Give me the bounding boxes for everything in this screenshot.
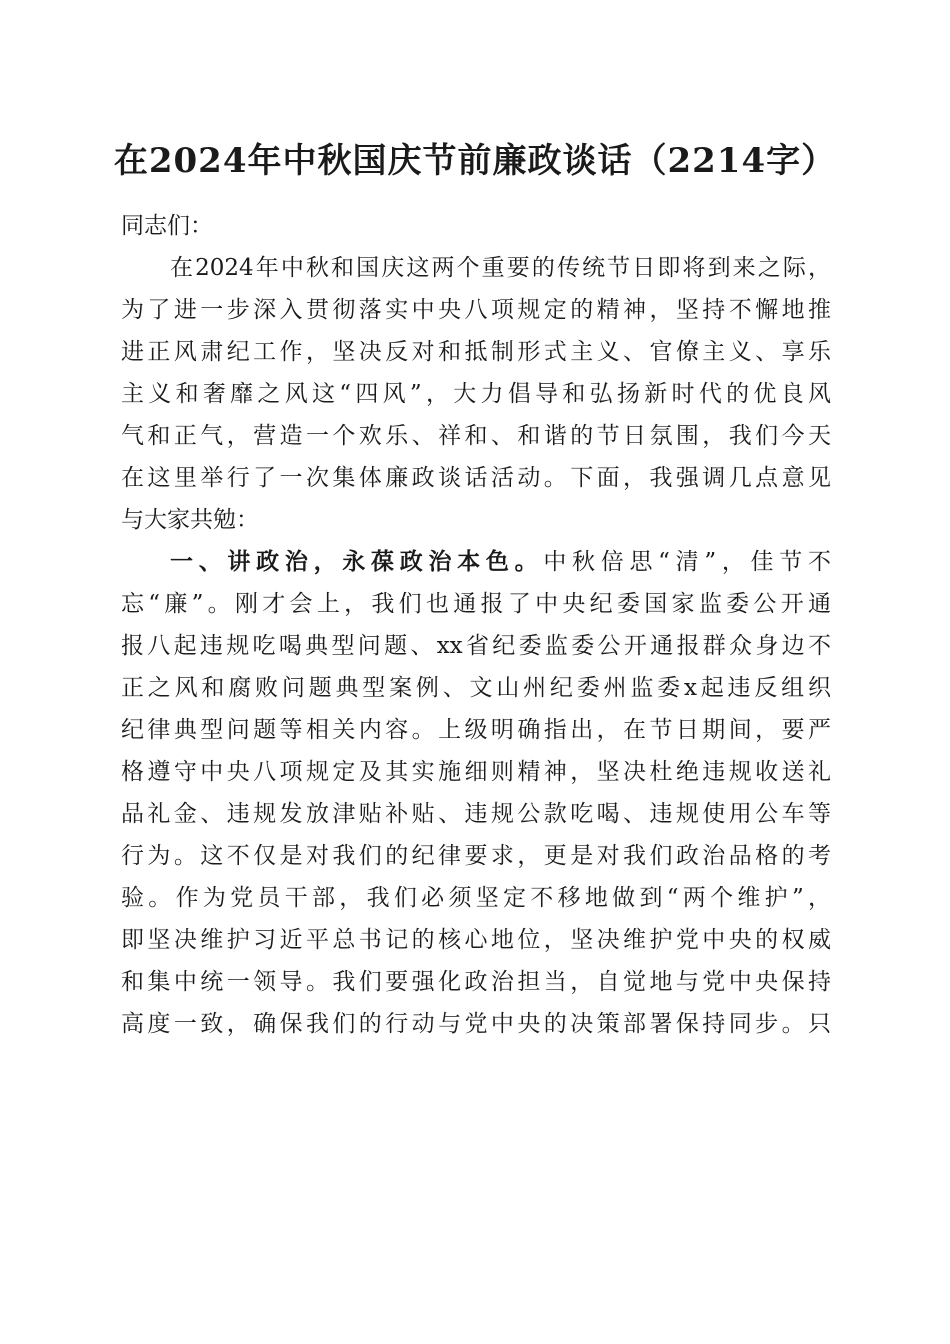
paragraph-line: 报八起违规吃喝典型问题、xx省纪委监委公开通报群众身边不 xyxy=(121,633,831,659)
paragraph-line: 为了进一步深入贯彻落实中央八项规定的精神，坚持不懈地推 xyxy=(121,297,831,323)
paragraph-line: 高度一致，确保我们的行动与党中央的决策部署保持同步。只 xyxy=(121,1011,831,1037)
paragraph-line: 主义和奢靡之风这“四风”，大力倡导和弘扬新时代的优良风 xyxy=(121,381,831,407)
section-politics xyxy=(121,541,831,1045)
document-body xyxy=(121,205,831,1045)
section-first-line-rest: 中秋倍思“清”，佳节不 xyxy=(543,549,831,575)
paragraph-line: 正之风和腐败问题典型案例、文山州纪委州监委x起违反组织 xyxy=(121,675,831,701)
paragraph-line: 忘“廉”。刚才会上，我们也通报了中央纪委国家监委公开通 xyxy=(121,591,831,617)
paragraph-intro xyxy=(121,247,831,541)
paragraph-line: 即坚决维护习近平总书记的核心地位，坚决维护党中央的权威 xyxy=(121,927,831,953)
paragraph-line: 与大家共勉： xyxy=(121,507,259,533)
paragraph-line: 气和正气，营造一个欢乐、祥和、和谐的节日氛围，我们今天 xyxy=(121,423,831,449)
paragraph-line: 格遵守中央八项规定及其实施细则精神，坚决杜绝违规收送礼 xyxy=(121,759,831,785)
paragraph-line: 和集中统一领导。我们要强化政治担当，自觉地与党中央保持 xyxy=(121,969,831,995)
paragraph-line: 品礼金、违规发放津贴补贴、违规公款吃喝、违规使用公车等 xyxy=(121,801,831,827)
paragraph-line: 在2024年中秋和国庆这两个重要的传统节日即将到来之际， xyxy=(170,255,831,281)
paragraph-line: 行为。这不仅是对我们的纪律要求，更是对我们政治品格的考 xyxy=(121,843,831,869)
document-title: 在2024年中秋国庆节前廉政谈话（2214字） xyxy=(113,141,837,181)
paragraph-line: 在这里举行了一次集体廉政谈话活动。下面，我强调几点意见 xyxy=(121,465,831,491)
section-heading: 一、讲政治，永葆政治本色。 xyxy=(170,548,544,575)
paragraph-line: 进正风肃纪工作，坚决反对和抵制形式主义、官僚主义、享乐 xyxy=(121,339,831,365)
paragraph-line: 验。作为党员干部，我们必须坚定不移地做到“两个维护”， xyxy=(121,885,831,911)
section-first-line xyxy=(121,541,831,583)
paragraph-line: 纪律典型问题等相关内容。上级明确指出，在节日期间，要严 xyxy=(121,717,831,743)
salutation: 同志们： xyxy=(121,213,213,239)
